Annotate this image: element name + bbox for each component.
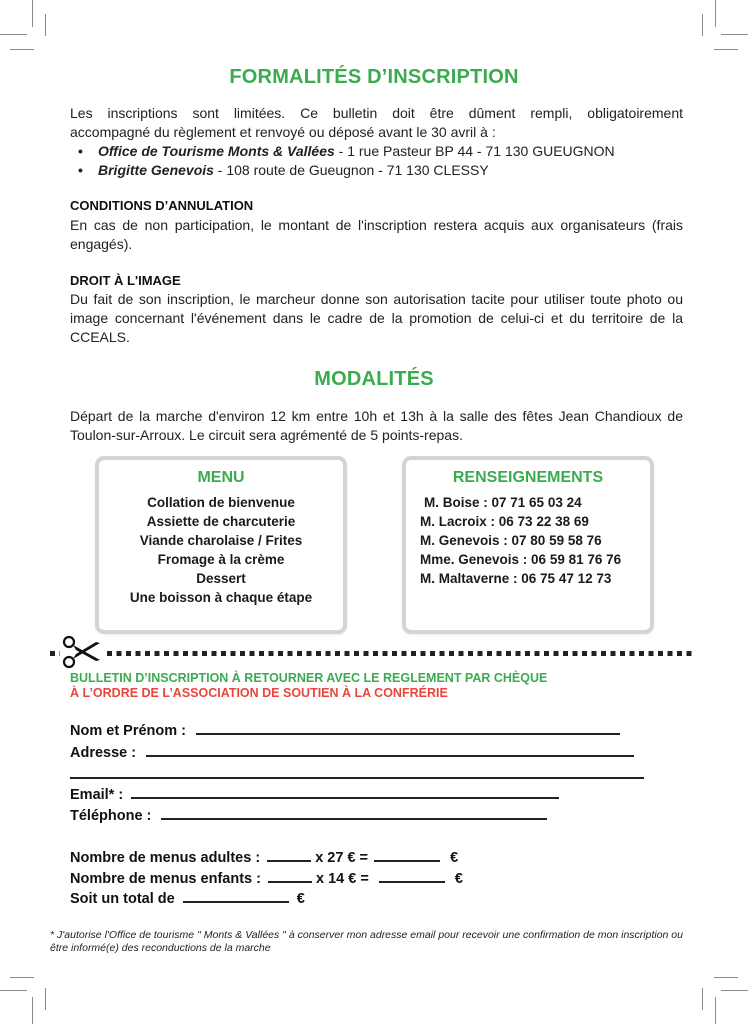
menu-list <box>99 493 343 607</box>
crop-mark <box>715 997 716 1024</box>
crop-mark <box>714 49 738 50</box>
crop-mark <box>714 977 738 978</box>
renseignements-title: RENSEIGNEMENTS <box>452 469 604 486</box>
email-consent-footnote: * J'autorise l'Office de tourisme " Monts & Vallées " à conserver mon adresse email pour recevoir une confirmation de mon inscription ou être informé(e) des reconductions de la marche <box>50 929 683 954</box>
menu-item: Dessert <box>196 571 246 586</box>
children-count-line[interactable] <box>268 869 312 883</box>
cut-line <box>50 651 696 656</box>
crop-mark <box>715 0 716 27</box>
contact-name: M. Maltaverne <box>420 571 510 586</box>
intro-line-2: accompagné du règlement et renvoyé ou déposé avant le 30 avril à : <box>70 124 496 140</box>
address-name: Office de Tourisme Monts & Vallées <box>98 143 335 159</box>
children-price: x 14 € = <box>316 871 369 887</box>
address-detail: - 1 rue Pasteur BP 44 - 71 130 GUEUGNON <box>334 143 615 159</box>
menu-item: Une boisson à chaque étape <box>129 590 313 605</box>
crop-mark <box>0 990 27 991</box>
crop-mark <box>702 14 703 36</box>
menu-item: Viande charolaise / Frites <box>139 533 303 548</box>
renseignements-box <box>402 456 654 634</box>
contact-name: M. Genevois <box>420 533 500 548</box>
annulation-text: En cas de non participation, le montant de l'inscription restera acquis aux organisateurs (frais engagés). <box>70 217 683 252</box>
phone-label: Téléphone : <box>70 808 152 824</box>
crop-mark <box>721 990 748 991</box>
crop-mark <box>45 988 46 1010</box>
contact-phone: 07 71 65 03 24 <box>491 495 582 510</box>
address-detail: - 108 route de Gueugnon - 71 130 CLESSY <box>213 162 489 178</box>
children-menus-field[interactable] <box>70 869 463 887</box>
menu-box <box>95 456 347 634</box>
intro-line-1: Les inscriptions sont limitées. Ce bulletin doit être dûment rempli, obligatoirement <box>70 105 683 121</box>
crop-mark <box>32 0 33 27</box>
bulletin-title-line1: BULLETIN D’INSCRIPTION À RETOURNER AVEC LE REGLEMENT PAR CHÈQUE <box>70 671 548 685</box>
droit-image-text: Du fait de son inscription, le marcheur donne son autorisation tacite pour utiliser toute photo ou image concernant l'événement dans le cadre de la promotion de celui-ci et du territoire de la CCEALS. <box>70 291 683 345</box>
phone-input-line[interactable] <box>161 806 547 820</box>
menu-item: Fromage à la crème <box>157 552 285 567</box>
crop-mark <box>32 997 33 1024</box>
address-field-line2[interactable] <box>70 765 644 783</box>
modalites-title: MODALITÉS <box>314 368 434 390</box>
bulletin-title-line2: À L’ORDRE DE L’ASSOCIATION DE SOUTIEN À LA CONFRÉRIE <box>70 686 448 700</box>
contact-name: M. Lacroix <box>420 514 487 529</box>
contact-item: M. Maltaverne : 06 75 47 12 73 <box>420 571 612 586</box>
adults-menus-field[interactable] <box>70 848 458 866</box>
crop-mark <box>721 34 748 35</box>
children-total-line[interactable] <box>379 869 445 883</box>
euro-sign: € <box>450 850 459 866</box>
crop-mark <box>45 14 46 36</box>
contact-name: M. Boise <box>424 495 480 510</box>
crop-mark <box>10 977 34 978</box>
contact-list <box>406 493 650 588</box>
modalites-text: Départ de la marche d'environ 12 km entre 10h et 13h à la salle des fêtes Jean Chandioux de Toulon-sur-Arroux. Le circuit sera agrémenté de 5 points-repas. <box>70 408 683 443</box>
droit-image-title: DROIT À L'IMAGE <box>70 273 181 288</box>
contact-item: M. Lacroix : 06 73 22 38 69 <box>420 514 589 529</box>
menu-title: MENU <box>197 469 245 486</box>
name-input-line[interactable] <box>196 721 620 735</box>
children-label: Nombre de menus enfants : <box>70 871 261 887</box>
name-label: Nom et Prénom : <box>70 723 187 739</box>
address-list <box>78 142 698 180</box>
menu-item: Collation de bienvenue <box>147 495 295 510</box>
adults-count-line[interactable] <box>267 848 311 862</box>
crop-mark <box>702 988 703 1010</box>
formalites-title: FORMALITÉS D’INSCRIPTION <box>229 66 519 88</box>
contact-phone: 06 59 81 76 76 <box>531 552 622 567</box>
adults-total-line[interactable] <box>374 848 440 862</box>
contact-phone: 07 80 59 58 76 <box>511 533 602 548</box>
euro-sign: € <box>454 871 463 887</box>
grand-total-line[interactable] <box>183 889 289 903</box>
contact-phone: 06 75 47 12 73 <box>521 571 612 586</box>
address-item <box>78 161 698 180</box>
name-field[interactable] <box>70 721 620 739</box>
address-input-line[interactable] <box>146 743 634 757</box>
euro-sign: € <box>296 891 305 907</box>
phone-field[interactable] <box>70 806 547 824</box>
email-field[interactable] <box>70 785 559 803</box>
annulation-title: CONDITIONS D’ANNULATION <box>70 198 254 213</box>
email-label: Email* : <box>70 787 124 803</box>
grand-total-field[interactable] <box>70 889 305 907</box>
formalites-intro <box>70 104 683 142</box>
contact-name: Mme. Genevois <box>420 552 520 567</box>
scissors-icon <box>60 634 104 670</box>
bullet-icon: • <box>78 162 83 178</box>
address-label: Adresse : <box>70 745 137 761</box>
address-name: Brigitte Genevois <box>98 162 214 178</box>
address-field[interactable] <box>70 743 634 761</box>
adults-label: Nombre de menus adultes : <box>70 850 261 866</box>
crop-mark <box>0 34 27 35</box>
total-label: Soit un total de <box>70 891 175 907</box>
crop-mark <box>10 49 34 50</box>
contact-item: M. Boise : 07 71 65 03 24 <box>424 495 582 510</box>
adults-price: x 27 € = <box>315 850 369 866</box>
bullet-icon: • <box>78 143 83 159</box>
contact-item: M. Genevois : 07 80 59 58 76 <box>420 533 602 548</box>
address-input-line-2[interactable] <box>70 765 644 779</box>
contact-item: Mme. Genevois : 06 59 81 76 76 <box>420 552 622 567</box>
contact-phone: 06 73 22 38 69 <box>498 514 589 529</box>
email-input-line[interactable] <box>131 785 559 799</box>
menu-item: Assiette de charcuterie <box>146 514 296 529</box>
address-item <box>78 142 698 161</box>
